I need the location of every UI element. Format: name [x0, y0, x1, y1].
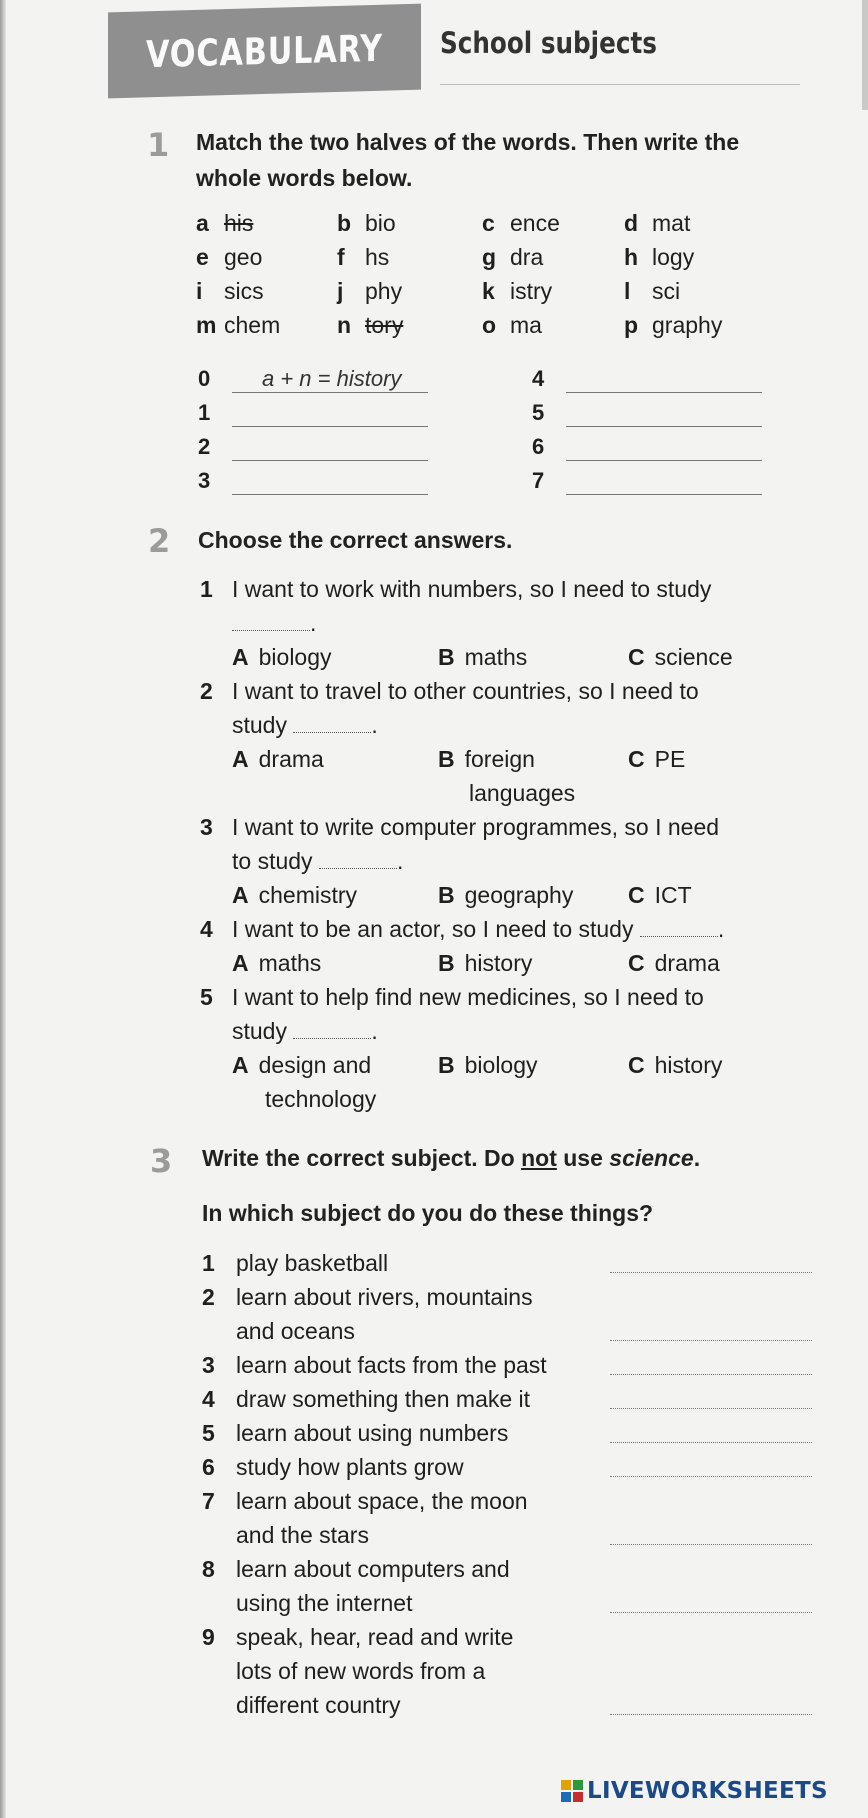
instruction-line: Match the two halves of the words. Then write the: [196, 129, 740, 155]
item-text: using the internet: [236, 1590, 413, 1616]
answer-line[interactable]: [610, 1714, 812, 1715]
answer-line[interactable]: [566, 460, 762, 461]
option-a-continued: technology: [265, 1086, 377, 1112]
option-c[interactable]: C drama: [628, 950, 720, 976]
question: [200, 980, 820, 1014]
example-answer: a + n = history: [262, 366, 402, 391]
item-text: different country: [236, 1692, 401, 1718]
syllable-f: [337, 244, 389, 271]
item-text: learn about rivers, mountains: [236, 1284, 533, 1310]
syllable-k: [482, 278, 552, 305]
question: [200, 810, 820, 844]
option-a[interactable]: A drama: [232, 746, 324, 772]
answer-line[interactable]: [566, 494, 762, 495]
syllable-j: [337, 278, 402, 305]
item-number: 3: [202, 1352, 215, 1378]
subject-item: [202, 1280, 602, 1348]
syllable-letter: d: [624, 210, 639, 236]
syllable-text: bio: [365, 210, 396, 236]
answer-line[interactable]: [610, 1612, 812, 1613]
option-c[interactable]: C ICT: [628, 882, 692, 908]
syllable-n: [337, 312, 403, 339]
syllable-text: sics: [224, 278, 264, 304]
item-number: 5: [202, 1420, 215, 1446]
answer-line[interactable]: [232, 426, 428, 427]
option-c[interactable]: C history: [628, 1052, 723, 1078]
answer-line: [232, 392, 428, 393]
answer-line[interactable]: [610, 1340, 812, 1341]
answer-number: 3: [198, 468, 211, 493]
item-number: 4: [202, 1386, 215, 1412]
question-blank-line: study .: [232, 712, 378, 738]
syllable-letter: n: [337, 312, 352, 338]
answer-line[interactable]: [610, 1544, 812, 1545]
item-text: learn about facts from the past: [236, 1352, 547, 1378]
section-title: School subjects: [440, 26, 657, 60]
syllable-text: istry: [510, 278, 553, 304]
item-number: 2: [202, 1284, 215, 1310]
syllable-letter: m: [196, 312, 217, 338]
syllable-letter: g: [482, 244, 497, 270]
subject-item: [202, 1348, 602, 1382]
option-a[interactable]: A chemistry: [232, 882, 358, 908]
exercise-number: 1: [147, 126, 170, 164]
subject-item: [202, 1552, 602, 1620]
syllable-letter: a: [196, 210, 209, 236]
option-b[interactable]: B biology: [438, 1052, 538, 1078]
subject-item: [202, 1450, 602, 1484]
syllable-m: [196, 312, 280, 339]
answer-number: 6: [532, 434, 545, 459]
syllable-letter: h: [624, 244, 639, 270]
answer-row: [198, 468, 438, 502]
exercise-number: 3: [150, 1142, 173, 1180]
answer-blank[interactable]: [293, 1021, 371, 1039]
option-a[interactable]: A maths: [232, 950, 322, 976]
option-b[interactable]: B history: [438, 950, 533, 976]
question-number: 4: [200, 916, 213, 942]
answer-row: [532, 366, 772, 400]
title-underline: [440, 84, 800, 85]
question: [200, 912, 820, 946]
answer-number: 5: [532, 400, 545, 425]
logo-text: LIVEWORKSHEETS: [587, 1778, 828, 1804]
syllable-o: [482, 312, 542, 339]
answer-number: 1: [198, 400, 211, 425]
answer-number: 7: [532, 468, 545, 493]
answer-row: [532, 434, 772, 468]
syllable-letter: k: [482, 278, 495, 304]
option-c[interactable]: C science: [628, 644, 733, 670]
item-text: and the stars: [236, 1522, 369, 1548]
banner-label: VOCABULARY: [146, 26, 383, 76]
syllable-text: his: [224, 210, 254, 236]
syllable-text: logy: [652, 244, 695, 270]
syllable-letter: j: [337, 278, 344, 304]
item-number: 8: [202, 1556, 215, 1582]
item-text: learn about computers and: [236, 1556, 510, 1582]
answer-row: [532, 400, 772, 434]
subject-item: [202, 1484, 602, 1552]
answer-line[interactable]: [566, 426, 762, 427]
question-text: I want to write computer programmes, so I need: [232, 814, 720, 840]
answer-line[interactable]: [610, 1374, 812, 1375]
item-text: learn about space, the moon: [236, 1488, 528, 1514]
syllable-l: [624, 278, 680, 305]
question-number: 3: [200, 814, 213, 840]
syllable-letter: l: [624, 278, 631, 304]
question-text: I want to travel to other countries, so I need to: [232, 678, 699, 704]
syllable-text: tory: [365, 312, 404, 338]
option-b[interactable]: B foreign: [438, 746, 535, 772]
option-a[interactable]: A design and: [232, 1052, 372, 1078]
syllable-c: [482, 210, 560, 237]
option-b[interactable]: B geography: [438, 882, 574, 908]
item-text: and oceans: [236, 1318, 355, 1344]
syllable-e: [196, 244, 262, 271]
syllable-text: geo: [224, 244, 263, 270]
exercise-number: 2: [148, 522, 171, 560]
item-number: 1: [202, 1250, 215, 1276]
option-c[interactable]: C PE: [628, 746, 686, 772]
item-number: 6: [202, 1454, 215, 1480]
page-edge: [862, 0, 868, 110]
question-blank-line: to study .: [232, 848, 404, 874]
question-text: I want to be an actor, so I need to study .: [232, 916, 725, 942]
question-text: I want to help find new medicines, so I need to: [232, 984, 704, 1010]
syllable-a: [196, 210, 253, 237]
subject-item: [202, 1382, 602, 1416]
syllable-letter: p: [624, 312, 639, 338]
exercise-instruction: Write the correct subject. Do not use science.: [202, 1145, 701, 1171]
item-text: draw something then make it: [236, 1386, 531, 1412]
liveworksheets-logo: [561, 1778, 828, 1804]
answer-line[interactable]: [610, 1442, 812, 1443]
question-text: I want to work with numbers, so I need to study: [232, 576, 712, 602]
syllable-letter: e: [196, 244, 209, 270]
page-edge: [0, 0, 6, 1818]
logo-icon: [561, 1780, 583, 1802]
item-text: learn about using numbers: [236, 1420, 509, 1446]
answer-line[interactable]: [232, 460, 428, 461]
syllable-text: sci: [652, 278, 681, 304]
syllable-text: dra: [510, 244, 544, 270]
answer-blank[interactable]: [319, 851, 397, 869]
syllable-i: [196, 278, 264, 305]
syllable-text: phy: [365, 278, 403, 304]
subject-item: [202, 1246, 602, 1280]
answer-blank[interactable]: [232, 613, 310, 631]
syllable-text: graphy: [652, 312, 723, 338]
syllable-letter: i: [196, 278, 203, 304]
exercise-instruction: Choose the correct answers.: [198, 527, 513, 553]
answer-number: 4: [532, 366, 545, 391]
question-number: 1: [200, 576, 213, 602]
subject-item: [202, 1620, 602, 1722]
question-blank-line: .: [232, 606, 316, 640]
answer-blank[interactable]: [640, 919, 718, 937]
question: [200, 572, 820, 606]
item-text: play basketball: [236, 1250, 389, 1276]
answer-line[interactable]: [610, 1272, 812, 1273]
syllable-text: mat: [652, 210, 691, 236]
syllable-letter: b: [337, 210, 352, 236]
exercise-instruction: [196, 124, 739, 196]
answer-row: [198, 366, 438, 400]
option-b[interactable]: B maths: [438, 644, 528, 670]
syllable-p: [624, 312, 722, 339]
syllable-text: chem: [224, 312, 281, 338]
syllable-d: [624, 210, 690, 237]
answer-line[interactable]: [610, 1408, 812, 1409]
item-text: study how plants grow: [236, 1454, 464, 1480]
syllable-text: ence: [510, 210, 560, 236]
instruction-line: whole words below.: [196, 165, 413, 191]
answer-number: 0: [198, 366, 211, 391]
item-text: speak, hear, read and write: [236, 1624, 514, 1650]
question-number: 2: [200, 678, 213, 704]
option-b-continued: languages: [469, 780, 576, 806]
answer-line[interactable]: [232, 494, 428, 495]
answer-row: [198, 434, 438, 468]
subject-item: [202, 1416, 602, 1450]
vocabulary-banner: [108, 4, 421, 99]
syllable-letter: c: [482, 210, 495, 236]
item-number: 7: [202, 1488, 215, 1514]
answer-row: [532, 468, 772, 502]
syllable-g: [482, 244, 543, 271]
answer-blank[interactable]: [293, 715, 371, 733]
syllable-letter: o: [482, 312, 497, 338]
question-blank-line: study .: [232, 1018, 378, 1044]
answer-row: [198, 400, 438, 434]
syllable-h: [624, 244, 694, 271]
answer-line[interactable]: [610, 1476, 812, 1477]
option-a[interactable]: A biology: [232, 644, 332, 670]
exercise-subheading: In which subject do you do these things?: [202, 1200, 654, 1226]
syllable-text: ma: [510, 312, 542, 338]
syllable-text: hs: [365, 244, 390, 270]
answer-line[interactable]: [566, 392, 762, 393]
item-number: 9: [202, 1624, 215, 1650]
item-text: lots of new words from a: [236, 1658, 486, 1684]
syllable-b: [337, 210, 396, 237]
question: [200, 674, 820, 708]
answer-number: 2: [198, 434, 211, 459]
syllable-letter: f: [337, 244, 345, 270]
question-number: 5: [200, 984, 213, 1010]
